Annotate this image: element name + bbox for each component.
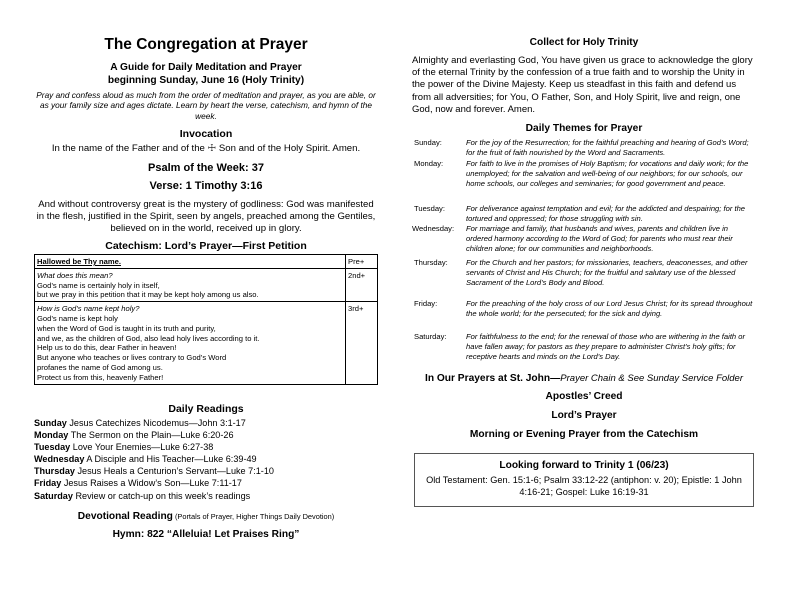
level-label: 2nd+	[346, 268, 378, 301]
looking-forward-heading: Looking forward to Trinity 1 (06/23)	[499, 460, 669, 471]
subtitle-line-1: A Guide for Daily Meditation and Prayer	[110, 62, 302, 73]
theme-monday: Monday: For faith to live in the promises of Holy Baptism; for vocations and daily work; for the unemployed; for the salvation and well-being of our neighbors; for our schools, our home schools, our colleges and seminaries; for good government and peace.	[414, 159, 749, 188]
answer-line: God’s name is kept holy	[37, 313, 118, 323]
list-item: Sunday Jesus Catechizes Nicodemus—John 3:1-17	[34, 418, 246, 428]
subtitle-line-2: beginning Sunday, June 16 (Holy Trinity)	[107, 75, 305, 86]
lords-prayer: Lord’s Prayer	[551, 410, 617, 421]
answer-line: Help us to do this, dear Father in heaven!	[37, 343, 177, 353]
theme-friday: Friday: For the preaching of the holy cross of our Lord Jesus Christ; for its spread throughout the whole world; for the persecuted; for the sick and dying.	[414, 299, 753, 318]
list-item: Wednesday A Disciple and His Teacher—Luke 6:39-49	[34, 454, 257, 465]
answer-line: profanes the name of God among us.	[37, 362, 163, 372]
collect-heading: Collect for Holy Trinity	[529, 37, 639, 48]
answer-line: when the Word of God is taught in its truth and purity,	[37, 323, 216, 333]
catechism-table	[34, 254, 378, 385]
themes-heading: Daily Themes for Prayer	[525, 123, 643, 134]
theme-saturday: Saturday: For faithfulness to the end; for the renewal of those who are withering in the faith or have fallen away; for pastors as they prepare to administer Christ’s holy gifts; for receptive hearts and minds on the Lord’s Day.	[414, 332, 746, 361]
table-row	[35, 302, 378, 384]
catechism-heading: Catechism: Lord’s Prayer—First Petition	[105, 240, 307, 252]
table-row	[35, 268, 378, 301]
theme-wednesday: Wednesday: For marriage and family, that husbands and wives, parents and children live in ordered harmony according to the Word of God; for parents who must rear their children alone; for our communities and neighborhoods.	[412, 224, 733, 253]
answer-line: Protect us from this, heavenly Father!	[37, 372, 164, 382]
morning-evening-prayer: Morning or Evening Prayer from the Catechism	[469, 429, 699, 440]
list-item: Saturday Review or catch-up on this week’s readings	[34, 490, 251, 501]
question-2: How is God’s name kept holy?	[37, 304, 140, 314]
level-label: Pre+	[346, 255, 378, 269]
collect-text: Almighty and everlasting God, You have given us grace to acknowledge the glory of the eternal Trinity by the confession of a true faith and to worship the Unity in the power of the Divine Majesty. Keep us steadfast in this faith and defend us from all adversities; for You, O Father, Son, and Holy Spirit, live and reign, one God, now and forever. Amen.	[412, 55, 753, 115]
list-item: Tuesday Love Your Enemies—Luke 6:27-38	[34, 442, 214, 453]
in-our-prayers: In Our Prayers at St. John—Prayer Chain & See Sunday Service Folder	[424, 373, 744, 384]
theme-tuesday: Tuesday: For deliverance against temptation and evil; for the addicted and despairing; for the tortured and oppressed; for those struggling with sin.	[414, 204, 746, 223]
verse-heading: Verse: 1 Timothy 3:16	[149, 180, 263, 192]
page-title: The Congregation at Prayer	[104, 36, 308, 53]
answer-line: But anyone who teaches or lives contrary to God’s Word	[37, 353, 227, 363]
invocation-heading: Invocation	[179, 128, 233, 140]
looking-forward-text: Old Testament: Gen. 15:1-6; Psalm 33:12-22 (antiphon: v. 20); Epistle: 1 John 4:16-21; Gospel: Luke 16:19-31	[426, 475, 742, 497]
question-1: What does this mean?	[37, 270, 113, 280]
readings-list	[34, 417, 378, 502]
answer-line: and we, as the children of God, also lead holy lives according to it.	[37, 333, 260, 343]
theme-sunday: Sunday: For the joy of the Resurrection; for the faithful preaching and hearing of God’s Word; for the fruit of faith nourished by the Word and Sacraments.	[414, 138, 749, 157]
answer-line: God’s name is certainly holy in itself,	[37, 280, 160, 290]
list-item: Thursday Jesus Heals a Centurion’s Servant—Luke 7:1-10	[34, 466, 274, 477]
verse-text: And without controversy great is the mystery of godliness: God was manifested in the flesh, justified in the Spirit, seen by angels, preached among the Gentiles, believed on in the world, received up in glory.	[36, 199, 376, 235]
instructions: Pray and confess aloud as much from the order of meditation and prayer, as you are able, or as your family size and ages dictate. Learn by heart the verse, catechism, and hymn of the week.	[36, 90, 376, 121]
theme-thursday: Thursday: For the Church and her pastors; for missionaries, teachers, deaconesses, and other servants of Christ and His Church; for the fruitful and salutary use of the blessed Sacrament of the Lord’s Body and Blood.	[414, 258, 748, 287]
petition: Hallowed be Thy name.	[37, 257, 121, 266]
apostles-creed: Apostles’ Creed	[545, 391, 623, 402]
invocation-text: In the name of the Father and of the ☩ Son and of the Holy Spirit. Amen.	[51, 143, 361, 154]
devotional-reading: Devotional Reading (Portals of Prayer, Higher Things Daily Devotion)	[77, 511, 335, 522]
answer-line: but we pray in this petition that it may be kept holy among us also.	[37, 290, 259, 300]
list-item: Monday The Sermon on the Plain—Luke 6:20-26	[34, 430, 234, 441]
table-row	[35, 255, 378, 269]
hymn-of-week: Hymn: 822 “Alleluia! Let Praises Ring”	[112, 529, 300, 540]
readings-heading: Daily Readings	[168, 403, 244, 415]
list-item: Friday Jesus Raises a Widow’s Son—Luke 7:11-17	[34, 478, 242, 489]
psalm-of-week: Psalm of the Week: 37	[148, 162, 264, 174]
level-label: 3rd+	[346, 302, 378, 384]
